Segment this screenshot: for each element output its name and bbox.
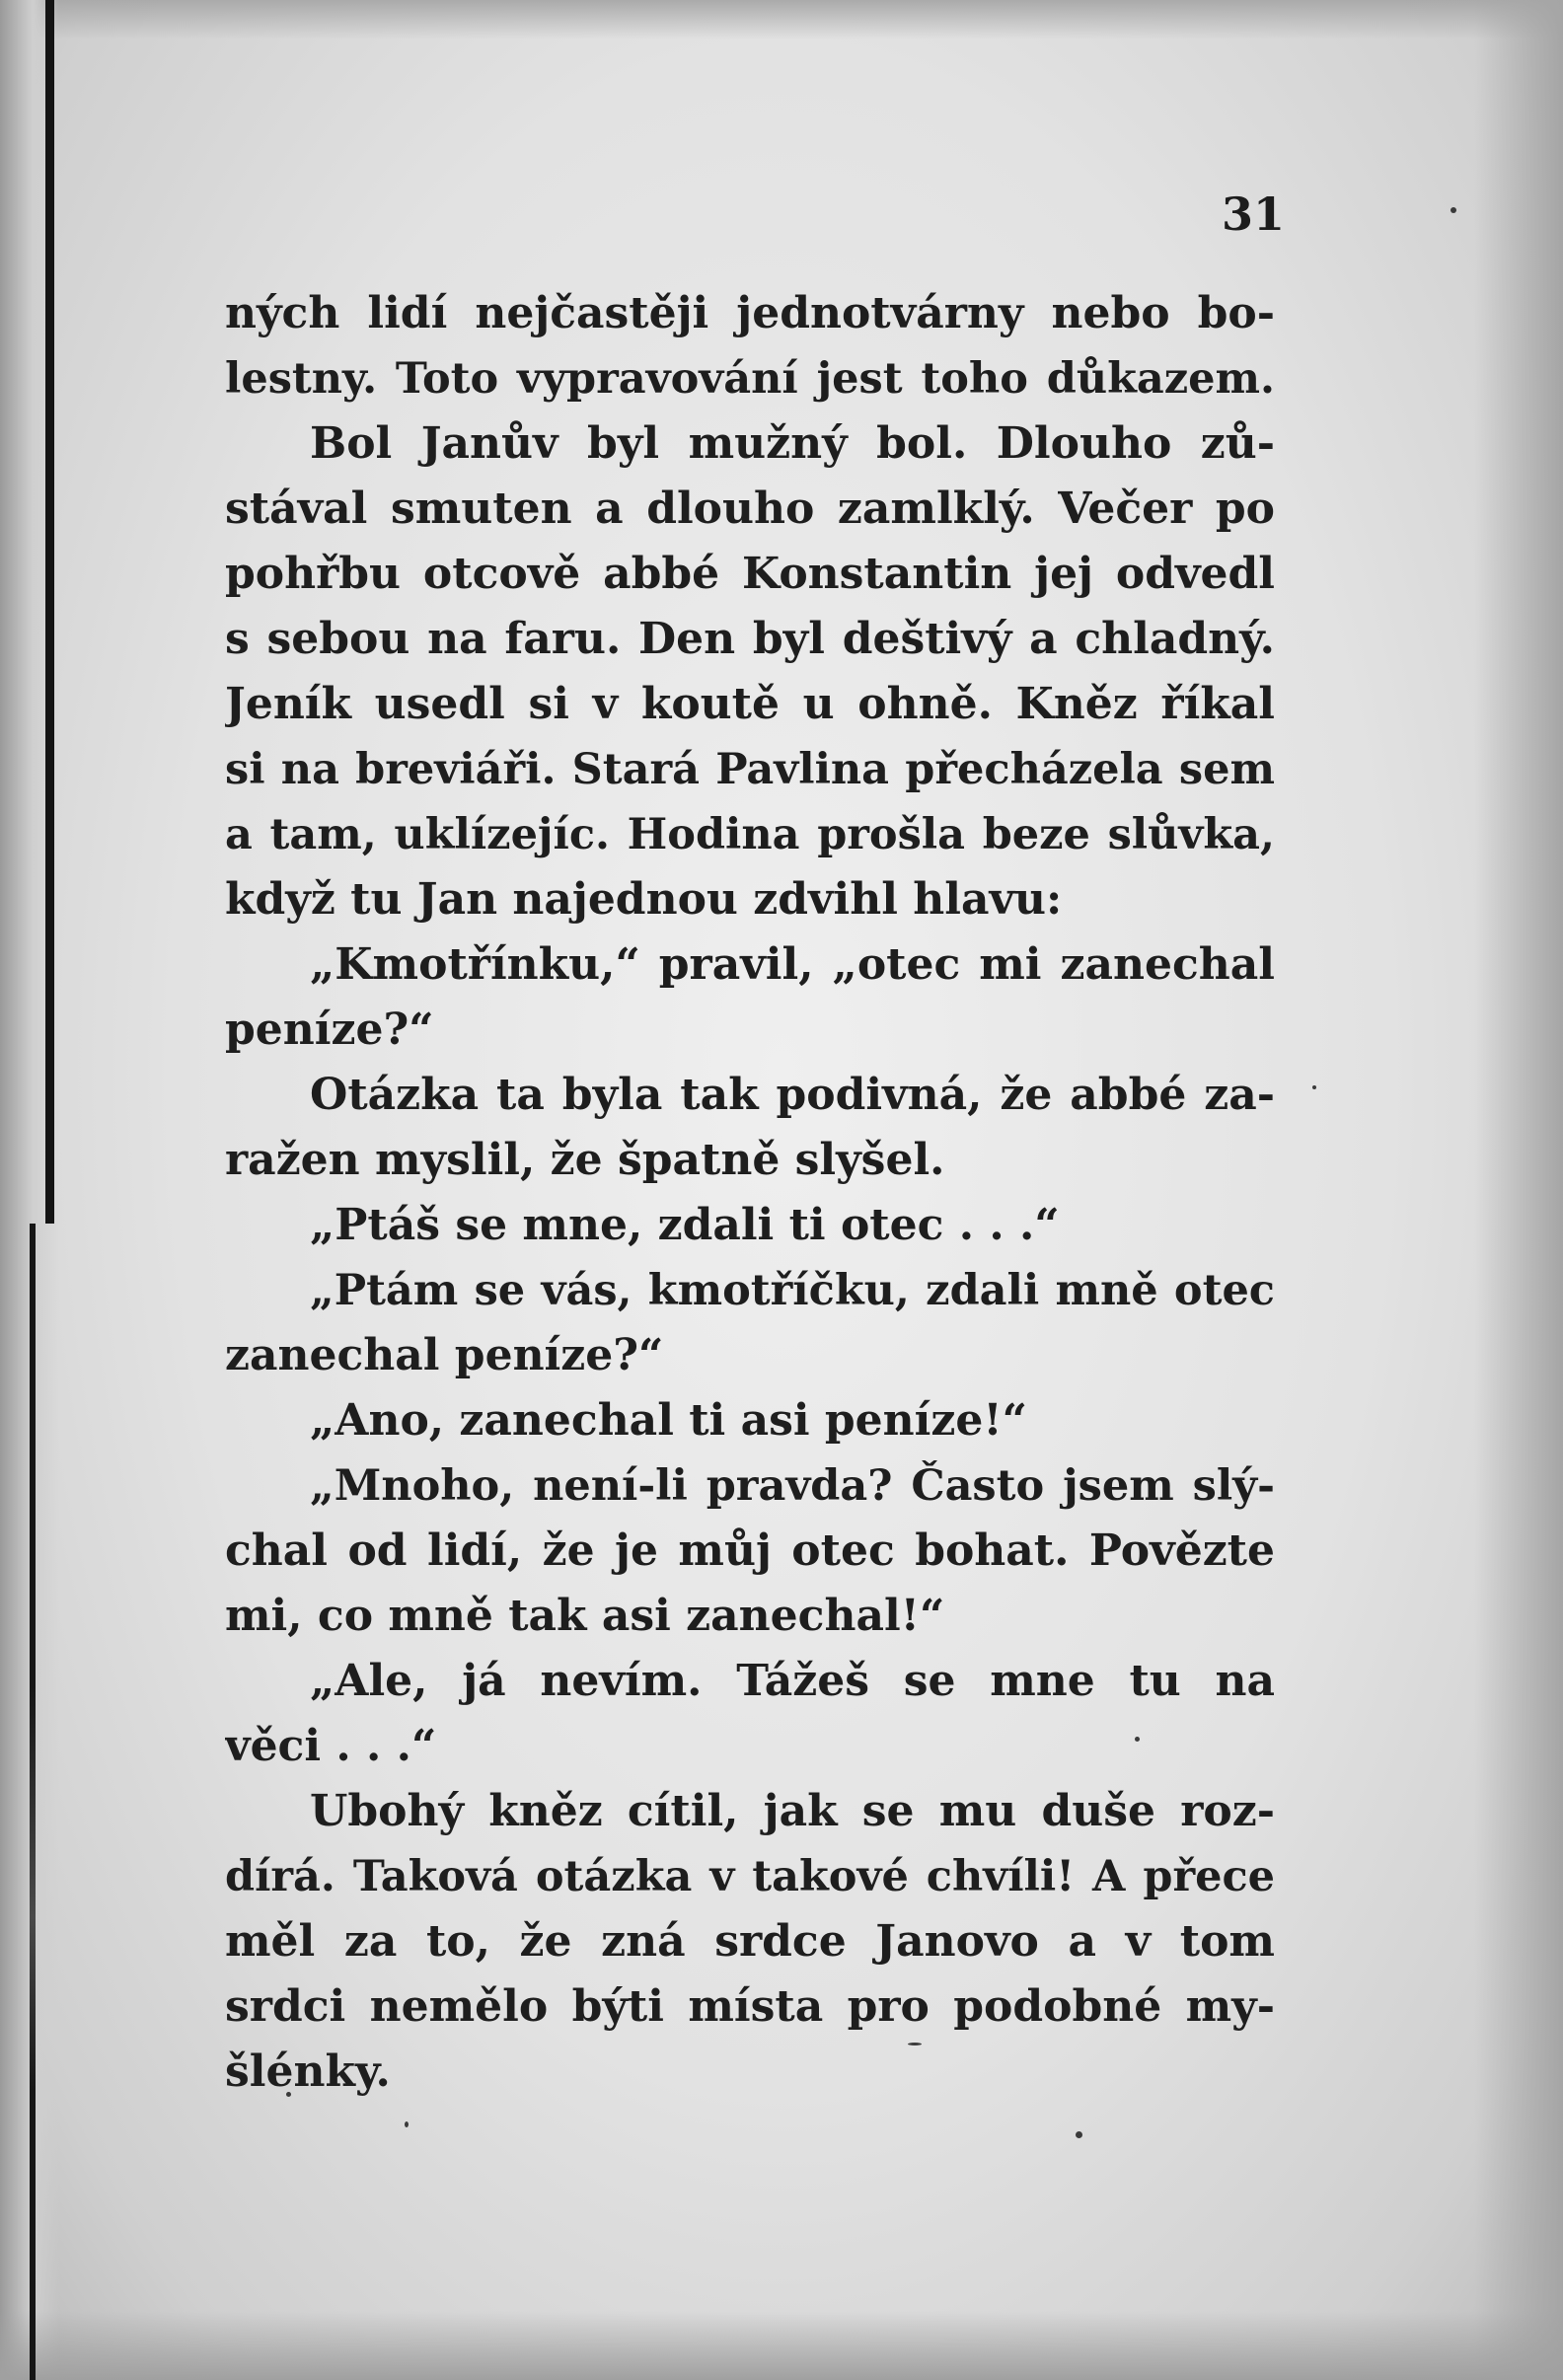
scan-speck [405, 2121, 409, 2127]
text-line: šlénky. [225, 2046, 391, 2097]
scan-speck [1451, 207, 1456, 213]
text-line: mi, co mně tak asi zanechal!“ [225, 1591, 945, 1641]
page-top-shadow [0, 0, 1563, 39]
text-line: ražen myslil, že špatně slyšel. [225, 1135, 945, 1185]
text-line: Otázka ta byla tak podivná, že abbé za- [310, 1070, 1275, 1120]
text-line: lestny. Toto vypravování jest toho důkazem. [225, 354, 1275, 404]
body-text [225, 281, 1275, 2105]
text-line: „Kmotřínku,“ pravil, „otec mi zanechal [310, 939, 1275, 990]
scan-speck [1312, 1085, 1316, 1089]
text-line: chal od lidí, že je můj otec bohat. Povězte [225, 1525, 1275, 1576]
text-line: peníze?“ [225, 1004, 434, 1055]
text-line: dírá. Taková otázka v takové chvíli! A přece [225, 1852, 1275, 1901]
text-line: Bol Janův byl mužný bol. Dlouho zů- [310, 418, 1275, 469]
page-bottom-shadow [0, 2311, 1563, 2380]
text-line: „Mnoho, není-li pravda? Často jsem slý- [310, 1461, 1275, 1511]
text-line: stával smuten a dlouho zamlklý. Večer po [225, 483, 1275, 534]
text-line: „Ptáš se mne, zdali ti otec . . .“ [310, 1200, 1060, 1250]
text-line: Ubohý kněz cítil, jak se mu duše roz- [310, 1786, 1275, 1836]
text-line: ných lidí nejčastěji jednotvárny nebo bo- [225, 288, 1275, 338]
text-line: s sebou na faru. Den byl deštivý a chladný. [225, 614, 1275, 664]
text-line: zanechal peníze?“ [225, 1330, 664, 1380]
binding-edge-upper [45, 0, 54, 1224]
text-line: „Ale, já nevím. Tážeš se mne tu na [310, 1656, 1275, 1706]
text-line: věci . . .“ [225, 1721, 437, 1771]
page-right-shadow [1474, 0, 1563, 2380]
text-line: a tam, uklízejíc. Hodina prošla beze slůvka, [225, 810, 1275, 859]
scan-speck [1076, 2131, 1082, 2138]
binding-edge-lower [30, 1224, 36, 2380]
text-line: měl za to, že zná srdce Janovo a v tom [225, 1916, 1275, 1967]
text-line: pohřbu otcově abbé Konstantin jej odvedl [225, 549, 1275, 599]
text-line: „Ptám se vás, kmotříčku, zdali mně otec [310, 1266, 1275, 1315]
page-number: 31 [1221, 187, 1285, 241]
text-line: „Ano, zanechal ti asi peníze!“ [310, 1395, 1027, 1446]
text-line: si na breviáři. Stará Pavlina přecházela sem [225, 745, 1275, 794]
text-line: Jeník usedl si v koutě u ohně. Kněz říkal [225, 679, 1275, 729]
text-line: srdci nemělo býti místa pro podobné my- [225, 1981, 1275, 2032]
text-line: když tu Jan najednou zdvihl hlavu: [225, 874, 1063, 925]
